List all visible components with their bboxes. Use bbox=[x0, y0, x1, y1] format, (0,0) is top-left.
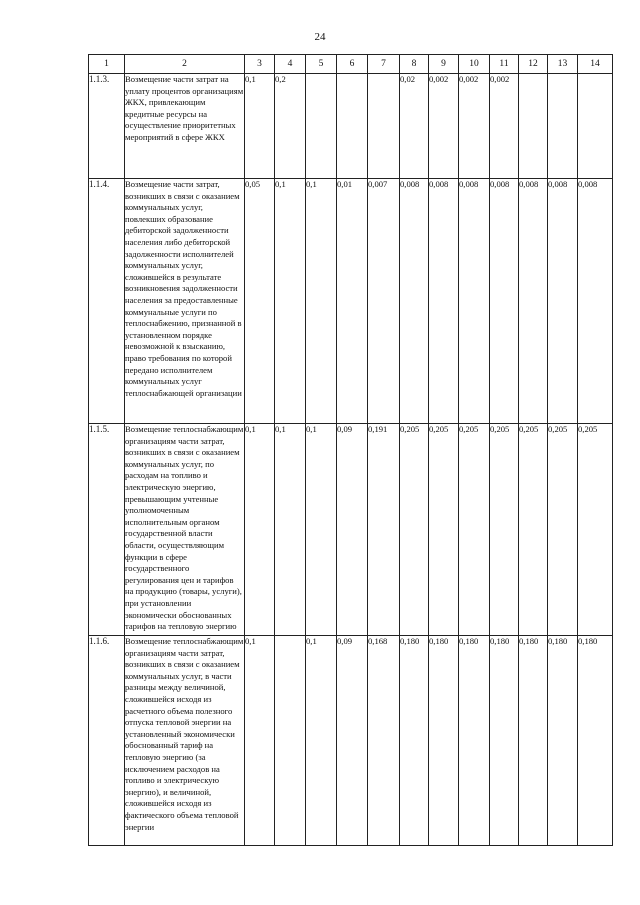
row-number: 1.1.3. bbox=[89, 74, 125, 179]
row-description: Возмещение теплоснабжающим организациям части затрат, возникших в связи с оказанием коммунальных услуг, по расходам на топливо и электрическую энергию, превышающим учтенные уполномоченным исполнительным органом государственной власти области, осуществляющим функции в сфере государственного регулирования цен и тарифов на продукцию (товары, услуги), при установлении экономически обоснованных тарифов на тепловую энергию bbox=[125, 424, 245, 636]
column-header: 5 bbox=[306, 55, 337, 74]
value-cell: 0,008 bbox=[459, 179, 490, 424]
row-description: Возмещение теплоснабжающим организациям части затрат, возникших в связи с оказанием коммунальных услуг, в части разницы между величиной, сложившейся исходя из расчетного объема полезного отпуска тепловой энергии на установленный экономически обоснованный тариф на тепловую энергию (за исключением расходов на топливо и электрическую энергию), и величиной, сложившейся исходя из фактического объема тепловой энергии bbox=[125, 636, 245, 846]
column-header: 13 bbox=[548, 55, 578, 74]
value-cell: 0,002 bbox=[429, 74, 459, 179]
value-cell: 0,1 bbox=[306, 636, 337, 846]
column-header: 2 bbox=[125, 55, 245, 74]
value-cell: 0,205 bbox=[490, 424, 519, 636]
value-cell: 0,180 bbox=[429, 636, 459, 846]
value-cell: 0,180 bbox=[400, 636, 429, 846]
value-cell: 0,205 bbox=[459, 424, 490, 636]
value-cell: 0,008 bbox=[490, 179, 519, 424]
value-cell: 0,180 bbox=[490, 636, 519, 846]
value-cell: 0,1 bbox=[275, 424, 306, 636]
row-description: Возмещение части затрат, возникших в связи с оказанием коммунальных услуг, повлекших образование дебиторской задолженности населения либо дебиторской задолженности исполнителей коммунальных услуг, сложившейся в результате возникновения задолженности населения за предоставленные коммунальные услуги по теплоснабжению, признанной в установленном порядке невозможной к взысканию, право требования по которой передано исполнителем коммунальных услуг теплоснабжающей организации bbox=[125, 179, 245, 424]
column-header: 6 bbox=[337, 55, 368, 74]
column-header: 9 bbox=[429, 55, 459, 74]
value-cell: 0,2 bbox=[275, 74, 306, 179]
value-cell: 0,008 bbox=[400, 179, 429, 424]
table-row bbox=[89, 74, 613, 179]
column-header: 1 bbox=[89, 55, 125, 74]
value-cell: 0,205 bbox=[548, 424, 578, 636]
value-cell: 0,002 bbox=[459, 74, 490, 179]
value-cell bbox=[368, 74, 400, 179]
column-header: 14 bbox=[578, 55, 613, 74]
header-row bbox=[89, 55, 613, 74]
column-header: 8 bbox=[400, 55, 429, 74]
value-cell: 0,007 bbox=[368, 179, 400, 424]
value-cell: 0,09 bbox=[337, 424, 368, 636]
value-cell: 0,008 bbox=[548, 179, 578, 424]
column-header: 3 bbox=[245, 55, 275, 74]
value-cell: 0,008 bbox=[578, 179, 613, 424]
value-cell: 0,05 bbox=[245, 179, 275, 424]
value-cell: 0,1 bbox=[306, 424, 337, 636]
value-cell: 0,02 bbox=[400, 74, 429, 179]
value-cell: 0,205 bbox=[519, 424, 548, 636]
column-header: 12 bbox=[519, 55, 548, 74]
value-cell bbox=[548, 74, 578, 179]
row-number: 1.1.5. bbox=[89, 424, 125, 636]
value-cell bbox=[578, 74, 613, 179]
value-cell: 0,168 bbox=[368, 636, 400, 846]
value-cell: 0,180 bbox=[548, 636, 578, 846]
value-cell bbox=[519, 74, 548, 179]
value-cell: 0,180 bbox=[519, 636, 548, 846]
table-row bbox=[89, 179, 613, 424]
value-cell: 0,180 bbox=[459, 636, 490, 846]
value-cell: 0,191 bbox=[368, 424, 400, 636]
value-cell bbox=[275, 636, 306, 846]
column-header: 10 bbox=[459, 55, 490, 74]
value-cell: 0,1 bbox=[245, 424, 275, 636]
value-cell: 0,002 bbox=[490, 74, 519, 179]
row-number: 1.1.6. bbox=[89, 636, 125, 846]
row-number: 1.1.4. bbox=[89, 179, 125, 424]
value-cell: 0,008 bbox=[429, 179, 459, 424]
value-cell: 0,205 bbox=[578, 424, 613, 636]
row-description: Возмещение части затрат на уплату процентов организациям ЖКХ, привлекающим кредитные ресурсы на осуществление приоритетных мероприятий в сфере ЖКХ bbox=[125, 74, 245, 179]
column-header: 7 bbox=[368, 55, 400, 74]
value-cell: 0,205 bbox=[429, 424, 459, 636]
value-cell: 0,1 bbox=[306, 179, 337, 424]
value-cell: 0,180 bbox=[578, 636, 613, 846]
column-header: 11 bbox=[490, 55, 519, 74]
value-cell bbox=[306, 74, 337, 179]
table-row bbox=[89, 636, 613, 846]
data-table bbox=[88, 54, 613, 846]
table-row bbox=[89, 424, 613, 636]
value-cell: 0,205 bbox=[400, 424, 429, 636]
value-cell: 0,1 bbox=[245, 636, 275, 846]
column-header: 4 bbox=[275, 55, 306, 74]
value-cell: 0,1 bbox=[245, 74, 275, 179]
value-cell: 0,1 bbox=[275, 179, 306, 424]
page-number: 24 bbox=[314, 31, 326, 43]
value-cell bbox=[337, 74, 368, 179]
value-cell: 0,008 bbox=[519, 179, 548, 424]
value-cell: 0,09 bbox=[337, 636, 368, 846]
value-cell: 0,01 bbox=[337, 179, 368, 424]
